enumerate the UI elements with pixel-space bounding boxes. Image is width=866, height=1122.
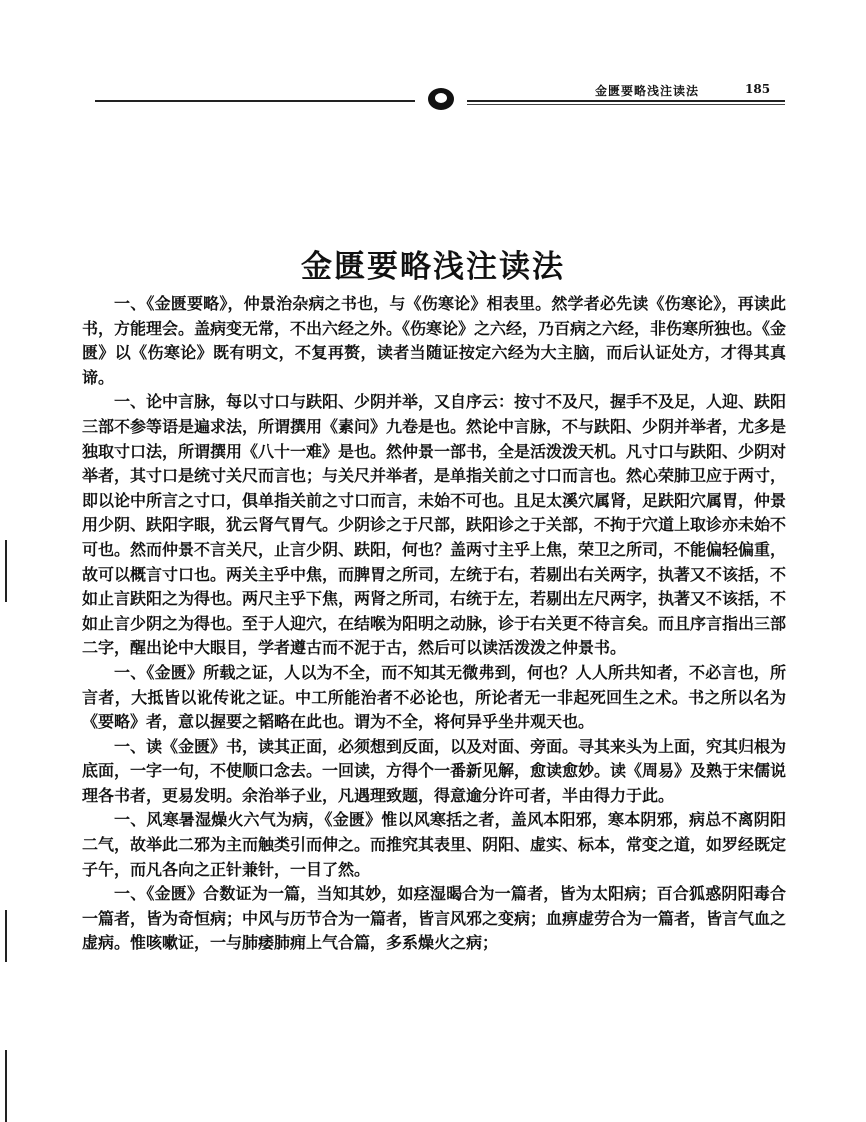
paragraph: 一、风寒暑湿燥火六气为病，《金匮》惟以风寒括之者，盖风本阳邪，寒本阴邪，病总不离阴阳二气，故举此二邪为主而触类引而伸之。而推究其表里、阴阳、虚实、标本，常变之道，如罗经既定子午，而凡各向之正针兼针，一目了然。 <box>82 810 787 879</box>
header-rule-right-thin <box>467 104 785 105</box>
paragraph: 一、《金匮要略》，仲景治杂病之书也，与《伤寒论》相表里。然学者必先读《伤寒论》，再读此书，方能理会。盖病变无常，不出六经之外。《伤寒论》之六经，乃百病之六经，非伤寒所独也。《金匮》以《伤寒论》既有明文，不复再赘，读者当随证按定六经为大主脑，而后认证处方，才得其真谛。 <box>82 294 787 387</box>
running-title: 金匮要略浅注读法 <box>595 84 700 98</box>
body-text <box>82 292 786 956</box>
header-rule-left <box>95 100 415 102</box>
scan-margin-mark <box>5 910 7 962</box>
paragraph: 一、论中言脉，每以寸口与趺阳、少阴并举，又自序云：按寸不及尺，握手不及足，人迎、趺阳三部不参等语是遍求法，所谓撰用《素问》九卷是也。然论中言脉，不与趺阳、少阴并举者，尤多是独取寸口法，所谓撰用《八十一难》是也。然仲景一部书，全是活泼泼天机。凡寸口与趺阳、少阴对举者，其寸口是统寸关尺而言也；与关尺并举者，是单指关前之寸口而言也。然心荣肺卫应于两寸，即以论中所言之寸口，俱单指关前之寸口而言，未始不可也。且足太溪穴属肾，足趺阳穴属胃，仲景用少阴、趺阳字眼，犹云肾气胃气。少阴诊之于尺部，趺阳诊之于关部，不拘于穴道上取诊亦未始不可也。然而仲景不言关尺，止言少阴、趺阳，何也？盖两寸主乎上焦，荣卫之所司，不能偏轻偏重，故可以概言寸口也。两关主乎中焦，而脾胃之所司，左统于右，若剔出右关两字，执著又不该括，不如止言趺阳之为得也。两尺主乎下焦，两肾之所司，右统于左，若剔出左尺两字，执著又不该括，不如止言少阴之为得也。至于人迎穴，在结喉为阳明之动脉，诊于右关更不待言矣。而且序言指出三部二字，醒出论中大眼目，学者遵古而不泥于古，然后可以读活泼泼之仲景书。 <box>82 392 787 658</box>
paragraph: 一、《金匮》合数证为一篇，当知其妙，如痉湿暍合为一篇者，皆为太阳病；百合狐惑阴阳毒合一篇者，皆为奇恒病；中风与历节合为一篇者，皆言风邪之变病；血痹虚劳合为一篇者，皆言气血之虚病。惟咳嗽证，一与肺痿肺痈上气合篇，多系燥火之病； <box>82 884 787 953</box>
page-number: 185 <box>745 82 771 96</box>
paragraph: 一、《金匮》所载之证，人以为不全，而不知其无微弗到，何也？人人所共知者，不必言也，所言者，大抵皆以讹传讹之证。中工所能治者不必论也，所论者无一非起死回生之术。书之所以名为《要略》者，意以握要之韬略在此也。谓为不全，将何异乎坐井观天也。 <box>82 662 786 732</box>
publisher-logo-icon <box>428 88 454 110</box>
paragraph: 一、读《金匮》书，读其正面，必须想到反面，以及对面、旁面。寻其来头为上面，究其归根为底面，一字一句，不使顺口念去。一回读，方得个一番新见解，愈读愈妙。读《周易》及熟于宋儒说理各书者，更易发明。余治举子业，凡遇理致题，得意逾分许可者，半由得力于此。 <box>82 736 787 805</box>
scan-margin-mark <box>5 540 7 602</box>
header-rule-right <box>467 100 785 102</box>
chapter-title: 金匮要略浅注读法 <box>301 248 565 285</box>
scan-margin-mark <box>5 1050 7 1122</box>
running-header <box>95 80 785 110</box>
